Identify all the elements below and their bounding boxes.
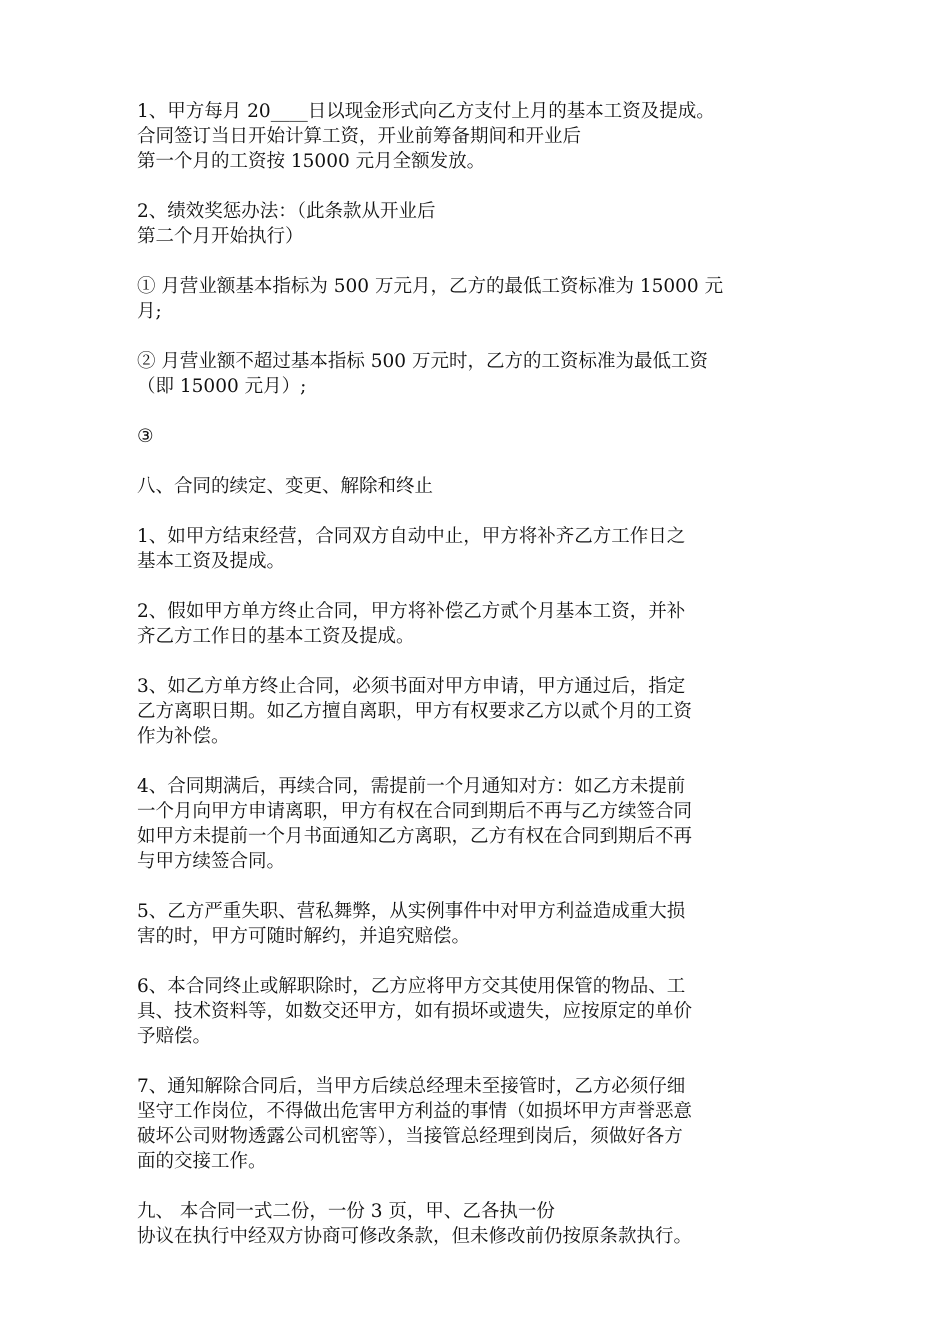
text-line: 第二个月开始执行） [137,226,304,247]
text-line: 与甲方续签合同。 [137,851,286,872]
text-line: 5、乙方严重失职、营私舞弊，从实例事件中对甲方利益造成重大损 [137,901,686,922]
text-line: 害的时，甲方可随时解约，并追究赔偿。 [137,926,471,947]
text-line: 合同签订当日开始计算工资，开业前筹备期间和开业后 [137,126,582,147]
text-line: 具、技术资料等，如数交还甲方，如有损坏或遗失，应按原定的单价 [137,1001,693,1022]
paragraph-performance-policy [137,199,837,249]
paragraph-clause-4 [137,774,837,874]
text-line: 1、如甲方结束经营，合同双方自动中止，甲方将补齐乙方工作日之 [137,526,686,547]
text-line: 7、通知解除合同后，当甲方后续总经理未至接管时，乙方必须仔细 [137,1076,686,1097]
text-line: 面的交接工作。 [137,1151,267,1172]
section-heading-eight [137,474,837,499]
text-line: 4、合同期满后，再续合同，需提前一个月通知对方：如乙方未提前 [137,776,686,797]
text-line: ① 月营业额基本指标为 500 万元月，乙方的最低工资标准为 15000 元 [137,276,724,297]
text-line: 如甲方未提前一个月书面通知乙方离职，乙方有权在合同到期后不再 [137,826,693,847]
text-line: 6、本合同终止或解职除时，乙方应将甲方交其使用保管的物品、工 [137,976,686,997]
text-line: 作为补偿。 [137,726,230,747]
text-line: 九、 本合同一式二份，一份 3 页，甲、乙各执一份 [137,1201,555,1222]
paragraph-clause-2 [137,599,837,649]
text-line: 月; [137,301,162,322]
text-line: 协议在执行中经双方协商可修改条款，但未修改前仍按原条款执行。 [137,1226,693,1247]
text-line: 2、绩效奖惩办法：（此条款从开业后 [137,201,436,222]
paragraph-item-3 [137,424,837,449]
text-line: 一个月向甲方申请离职，甲方有权在合同到期后不再与乙方续签合同 [137,801,693,822]
text-line: 基本工资及提成。 [137,551,286,572]
paragraph-clause-6 [137,974,837,1049]
text-line: ② 月营业额不超过基本指标 500 万元时，乙方的工资标准为最低工资 [137,351,708,372]
text-line: 1、甲方每月 20____日以现金形式向乙方支付上月的基本工资及提成。 [137,101,715,122]
text-line: 齐乙方工作日的基本工资及提成。 [137,626,415,647]
text-line: 第一个月的工资按 15000 元月全额发放。 [137,151,486,172]
paragraph-salary-payment [137,99,837,174]
paragraph-item-2 [137,349,837,399]
text-line: 予赔偿。 [137,1026,212,1047]
paragraph-clause-7 [137,1074,837,1174]
paragraph-clause-3 [137,674,837,749]
paragraph-clause-5 [137,899,837,949]
paragraph-clause-1 [137,524,837,574]
section-nine-copies [137,1199,837,1249]
text-line: 破坏公司财物透露公司机密等），当接管总经理到岗后，须做好各方 [137,1126,683,1147]
text-line: 乙方离职日期。如乙方擅自离职，甲方有权要求乙方以贰个月的工资 [137,701,693,722]
text-line: 3、如乙方单方终止合同，必须书面对甲方申请，甲方通过后，指定 [137,676,686,697]
text-line: 八、合同的续定、变更、解除和终止 [137,476,434,497]
paragraph-item-1 [137,274,837,324]
text-line: （即 15000 元月）; [137,376,307,397]
text-line: 坚守工作岗位，不得做出危害甲方利益的事情（如损坏甲方声誉恶意 [137,1101,693,1122]
text-line: 2、假如甲方单方终止合同，甲方将补偿乙方贰个月基本工资，并补 [137,601,686,622]
text-line: ③ [137,426,154,447]
